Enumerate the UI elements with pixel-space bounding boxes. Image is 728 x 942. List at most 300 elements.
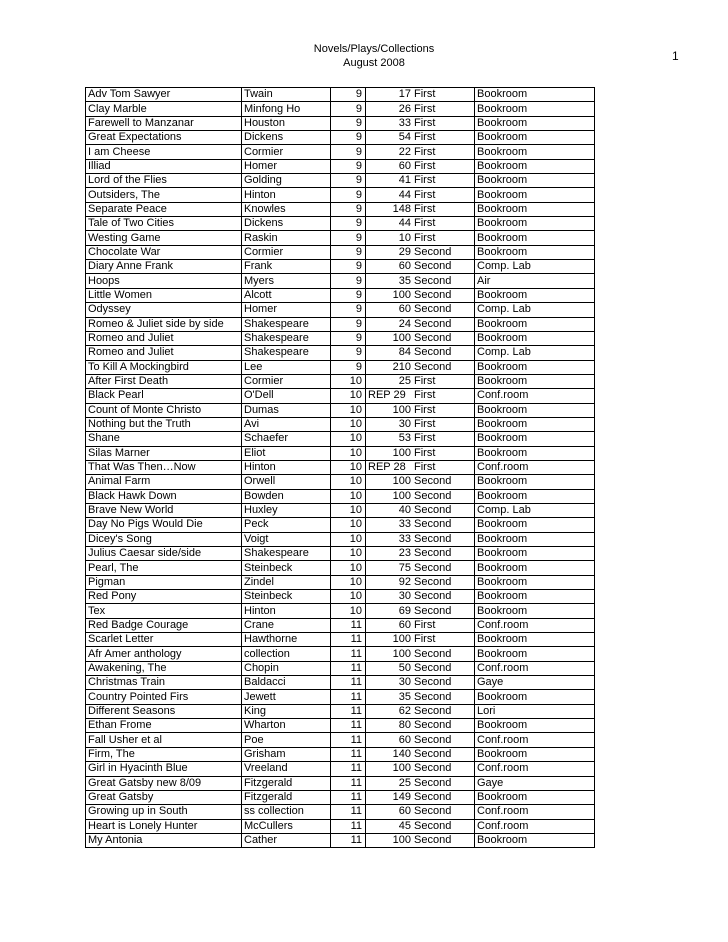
table-row [86, 389, 595, 403]
quantity-cell: 62 [366, 704, 413, 718]
semester-cell: Second [414, 819, 452, 832]
grade-cell: 10 [331, 532, 366, 546]
grade-cell: 9 [331, 303, 366, 317]
table-row [86, 317, 595, 331]
semester-cell: First [414, 389, 436, 402]
title-cell: Clay Marble [88, 102, 147, 115]
semester-cell: Second [414, 303, 452, 316]
table-row [86, 260, 595, 274]
inventory-rows [86, 88, 595, 848]
title-cell: Black Hawk Down [88, 489, 177, 502]
quantity-cell: 30 [366, 590, 413, 604]
semester-cell: Second [414, 288, 452, 301]
location-cell: Bookroom [475, 174, 595, 188]
location-cell: Bookroom [475, 446, 595, 460]
grade-cell: 11 [331, 819, 366, 833]
semester-cell: Second [414, 317, 452, 330]
quantity-cell: 60 [366, 733, 413, 747]
quantity-cell: 60 [366, 618, 413, 632]
table-row [86, 676, 595, 690]
author-cell: Golding [242, 174, 331, 188]
author-cell: Crane [242, 618, 331, 632]
grade-cell: 10 [331, 575, 366, 589]
location-cell: Comp. Lab [475, 260, 595, 274]
author-cell: Shakespeare [242, 331, 331, 345]
table-row [86, 217, 595, 231]
author-cell: Fitzgerald [242, 776, 331, 790]
table-row [86, 131, 595, 145]
title-cell: Red Badge Courage [88, 618, 189, 631]
grade-cell: 11 [331, 790, 366, 804]
grade-cell: 11 [331, 719, 366, 733]
author-cell: Steinbeck [242, 561, 331, 575]
location-cell: Bookroom [475, 202, 595, 216]
grade-cell: 9 [331, 131, 366, 145]
location-cell: Bookroom [475, 432, 595, 446]
title-cell: Hoops [88, 274, 120, 287]
table-row [86, 704, 595, 718]
semester-cell: Second [414, 561, 452, 574]
table-row [86, 819, 595, 833]
semester-cell: First [414, 231, 436, 244]
semester-cell: Second [414, 690, 452, 703]
table-row [86, 231, 595, 245]
location-cell: Bookroom [475, 647, 595, 661]
location-cell: Bookroom [475, 747, 595, 761]
table-row [86, 618, 595, 632]
semester-cell: First [414, 174, 436, 187]
semester-cell: First [414, 116, 436, 129]
author-cell: Cormier [242, 245, 331, 259]
location-cell: Bookroom [475, 188, 595, 202]
author-cell: Schaefer [242, 432, 331, 446]
quantity-cell: 23 [366, 547, 413, 561]
location-cell: Bookroom [475, 561, 595, 575]
author-cell: Avi [242, 417, 331, 431]
quantity-cell: 29 [366, 245, 413, 259]
location-cell: Bookroom [475, 231, 595, 245]
author-cell: ss collection [242, 805, 331, 819]
grade-cell: 10 [331, 489, 366, 503]
location-cell: Bookroom [475, 475, 595, 489]
table-row [86, 776, 595, 790]
semester-cell: First [414, 375, 436, 388]
title-cell: My Antonia [88, 834, 143, 847]
author-cell: Steinbeck [242, 590, 331, 604]
title-cell: Scarlet Letter [88, 633, 154, 646]
table-row [86, 762, 595, 776]
table-row [86, 661, 595, 675]
quantity-cell: 50 [366, 661, 413, 675]
location-cell: Bookroom [475, 833, 595, 847]
location-cell: Conf.room [475, 805, 595, 819]
title-cell: I am Cheese [88, 145, 151, 158]
semester-cell: First [414, 131, 436, 144]
location-cell: Bookroom [475, 245, 595, 259]
inventory-table [85, 87, 595, 848]
location-cell: Conf.room [475, 661, 595, 675]
author-cell: Hinton [242, 460, 331, 474]
semester-cell: First [414, 418, 436, 431]
author-cell: Homer [242, 303, 331, 317]
title-cell: Day No Pigs Would Die [88, 518, 203, 531]
title-cell: Count of Monte Christo [88, 403, 202, 416]
semester-cell: First [414, 633, 436, 646]
quantity-cell: 26 [366, 102, 413, 116]
semester-cell: Second [414, 676, 452, 689]
location-cell: Gaye [475, 676, 595, 690]
grade-cell: 10 [331, 561, 366, 575]
author-cell: Frank [242, 260, 331, 274]
table-row [86, 647, 595, 661]
quantity-cell: 149 [366, 790, 413, 804]
grade-cell: 9 [331, 188, 366, 202]
grade-cell: 9 [331, 231, 366, 245]
title-cell: After First Death [88, 375, 169, 388]
author-cell: Fitzgerald [242, 790, 331, 804]
table-row [86, 604, 595, 618]
semester-cell: First [414, 102, 436, 115]
title-cell: Lord of the Flies [88, 174, 167, 187]
author-cell: Grisham [242, 747, 331, 761]
semester-cell: Second [414, 762, 452, 775]
location-cell: Conf.room [475, 819, 595, 833]
quantity-cell: 100 [366, 475, 413, 489]
title-cell: Great Gatsby [88, 791, 154, 804]
author-cell: Huxley [242, 503, 331, 517]
quantity-cell: 35 [366, 690, 413, 704]
quantity-cell: 100 [366, 288, 413, 302]
grade-cell: 9 [331, 116, 366, 130]
semester-cell: First [414, 145, 436, 158]
title-cell: Great Gatsby new 8/09 [88, 776, 202, 789]
table-row [86, 188, 595, 202]
quantity-cell: 100 [366, 633, 413, 647]
location-cell: Conf.room [475, 460, 595, 474]
location-cell: Bookroom [475, 159, 595, 173]
location-cell: Comp. Lab [475, 303, 595, 317]
author-cell: McCullers [242, 819, 331, 833]
quantity-cell: 30 [366, 676, 413, 690]
table-row [86, 360, 595, 374]
table-row [86, 102, 595, 116]
title-cell: Red Pony [88, 590, 137, 603]
title-cell: Tex [88, 604, 106, 617]
location-cell: Comp. Lab [475, 346, 595, 360]
title-cell: To Kill A Mockingbird [88, 360, 189, 373]
location-cell: Bookroom [475, 604, 595, 618]
location-cell: Bookroom [475, 116, 595, 130]
table-row [86, 518, 595, 532]
grade-cell: 11 [331, 776, 366, 790]
author-cell: Cather [242, 833, 331, 847]
location-cell: Conf.room [475, 389, 595, 403]
author-cell: Poe [242, 733, 331, 747]
grade-cell: 9 [331, 331, 366, 345]
semester-cell: Second [414, 547, 452, 560]
location-cell: Bookroom [475, 590, 595, 604]
author-cell: Hinton [242, 188, 331, 202]
quantity-cell: 80 [366, 719, 413, 733]
title-cell: Girl in Hyacinth Blue [88, 762, 188, 775]
grade-cell: 11 [331, 762, 366, 776]
table-row [86, 446, 595, 460]
author-cell: Zindel [242, 575, 331, 589]
location-cell: Bookroom [475, 633, 595, 647]
location-cell: Bookroom [475, 102, 595, 116]
semester-cell: First [414, 88, 436, 101]
quantity-cell: 100 [366, 489, 413, 503]
table-row [86, 475, 595, 489]
location-cell: Bookroom [475, 317, 595, 331]
title-cell: Romeo and Juliet [88, 332, 174, 345]
semester-cell: Second [414, 504, 452, 517]
location-cell: Conf.room [475, 618, 595, 632]
grade-cell: 10 [331, 403, 366, 417]
grade-cell: 11 [331, 733, 366, 747]
grade-cell: 9 [331, 217, 366, 231]
table-row [86, 174, 595, 188]
quantity-cell: 25 [366, 374, 413, 388]
quantity-cell: 140 [366, 747, 413, 761]
title-cell: Adv Tom Sawyer [88, 88, 171, 101]
quantity-cell: 44 [366, 217, 413, 231]
title-cell: Nothing but the Truth [88, 418, 191, 431]
quantity-cell: 45 [366, 819, 413, 833]
table-row [86, 303, 595, 317]
grade-cell: 9 [331, 317, 366, 331]
title-cell: Christmas Train [88, 676, 166, 689]
title-cell: Heart is Lonely Hunter [88, 819, 198, 832]
grade-cell: 9 [331, 346, 366, 360]
document-title: Novels/Plays/Collections [313, 43, 435, 55]
table-row [86, 503, 595, 517]
quantity-cell: 100 [366, 762, 413, 776]
quantity-cell: 100 [366, 446, 413, 460]
author-cell: Raskin [242, 231, 331, 245]
grade-cell: 9 [331, 102, 366, 116]
title-cell: Ethan Frome [88, 719, 152, 732]
table-row [86, 331, 595, 345]
title-cell: Firm, The [88, 747, 135, 760]
quantity-cell: 84 [366, 346, 413, 360]
semester-cell: Second [414, 647, 452, 660]
grade-cell: 9 [331, 288, 366, 302]
author-cell: Cormier [242, 374, 331, 388]
quantity-cell: 60 [366, 159, 413, 173]
grade-cell: 9 [331, 159, 366, 173]
grade-cell: 9 [331, 88, 366, 102]
location-cell: Bookroom [475, 719, 595, 733]
table-row [86, 575, 595, 589]
grade-cell: 10 [331, 590, 366, 604]
location-cell: Bookroom [475, 518, 595, 532]
quantity-cell: 210 [366, 360, 413, 374]
location-cell: Gaye [475, 776, 595, 790]
grade-cell: 9 [331, 145, 366, 159]
title-cell: Black Pearl [88, 389, 144, 402]
semester-cell: Second [414, 747, 452, 760]
table-row [86, 719, 595, 733]
quantity-cell: 60 [366, 260, 413, 274]
title-cell: Animal Farm [88, 475, 151, 488]
grade-cell: 9 [331, 245, 366, 259]
grade-cell: 10 [331, 547, 366, 561]
title-cell: Romeo and Juliet [88, 346, 174, 359]
grade-cell: 11 [331, 633, 366, 647]
page-number: 1 [672, 49, 679, 63]
author-cell: Dumas [242, 403, 331, 417]
author-cell: Knowles [242, 202, 331, 216]
quantity-cell: 30 [366, 417, 413, 431]
author-cell: Minfong Ho [242, 102, 331, 116]
quantity-cell: 100 [366, 331, 413, 345]
table-row [86, 145, 595, 159]
grade-cell: 10 [331, 460, 366, 474]
author-cell: Shakespeare [242, 346, 331, 360]
table-row [86, 547, 595, 561]
author-cell: Alcott [242, 288, 331, 302]
location-cell: Bookroom [475, 489, 595, 503]
semester-cell: First [414, 432, 436, 445]
author-cell: Eliot [242, 446, 331, 460]
title-cell: Separate Peace [88, 202, 167, 215]
quantity-cell: 53 [366, 432, 413, 446]
author-cell: Dickens [242, 131, 331, 145]
semester-cell: Second [414, 332, 452, 345]
title-cell: Growing up in South [88, 805, 188, 818]
semester-cell: Second [414, 346, 452, 359]
semester-cell: Second [414, 489, 452, 502]
author-cell: Bowden [242, 489, 331, 503]
table-row [86, 374, 595, 388]
quantity-cell: 54 [366, 131, 413, 145]
quantity-cell: 41 [366, 174, 413, 188]
author-cell: Hinton [242, 604, 331, 618]
semester-cell: Second [414, 274, 452, 287]
semester-cell: Second [414, 245, 452, 258]
semester-cell: Second [414, 475, 452, 488]
title-cell: Brave New World [88, 504, 174, 517]
author-cell: Wharton [242, 719, 331, 733]
author-cell: Twain [242, 88, 331, 102]
author-cell: O'Dell [242, 389, 331, 403]
quantity-cell: 44 [366, 188, 413, 202]
title-cell: Odyssey [88, 303, 131, 316]
grade-cell: 10 [331, 503, 366, 517]
title-cell: Romeo & Juliet side by side [88, 317, 224, 330]
grade-cell: 10 [331, 518, 366, 532]
author-cell: Houston [242, 116, 331, 130]
table-row [86, 690, 595, 704]
title-cell: Diary Anne Frank [88, 260, 173, 273]
author-cell: Cormier [242, 145, 331, 159]
title-cell: Illiad [88, 159, 111, 172]
title-cell: Dicey's Song [88, 532, 152, 545]
author-cell: Chopin [242, 661, 331, 675]
table-row [86, 561, 595, 575]
title-cell: That Was Then…Now [88, 461, 196, 474]
table-row [86, 432, 595, 446]
semester-cell: Second [414, 719, 452, 732]
location-cell: Bookroom [475, 532, 595, 546]
semester-cell: First [414, 403, 436, 416]
table-row [86, 747, 595, 761]
author-cell: Voigt [242, 532, 331, 546]
table-row [86, 460, 595, 474]
grade-cell: 9 [331, 274, 366, 288]
grade-cell: 9 [331, 260, 366, 274]
semester-cell: Second [414, 733, 452, 746]
location-cell: Conf.room [475, 733, 595, 747]
location-cell: Bookroom [475, 374, 595, 388]
table-row [86, 489, 595, 503]
author-cell: Shakespeare [242, 317, 331, 331]
table-row [86, 274, 595, 288]
grade-cell: 10 [331, 446, 366, 460]
title-cell: Chocolate War [88, 245, 161, 258]
table-row [86, 403, 595, 417]
table-row [86, 532, 595, 546]
author-cell: Hawthorne [242, 633, 331, 647]
title-cell: Pigman [88, 575, 126, 588]
semester-cell: First [414, 461, 436, 474]
quantity-cell: 40 [366, 503, 413, 517]
author-cell: Shakespeare [242, 547, 331, 561]
table-row [86, 733, 595, 747]
quantity-cell: REP 28 [366, 460, 413, 474]
grade-cell: 11 [331, 747, 366, 761]
semester-cell: Second [414, 575, 452, 588]
grade-cell: 11 [331, 690, 366, 704]
location-cell: Bookroom [475, 575, 595, 589]
grade-cell: 11 [331, 618, 366, 632]
quantity-cell: 60 [366, 805, 413, 819]
semester-cell: First [414, 202, 436, 215]
semester-cell: First [414, 159, 436, 172]
grade-cell: 9 [331, 360, 366, 374]
table-row [86, 245, 595, 259]
quantity-cell: 35 [366, 274, 413, 288]
grade-cell: 11 [331, 833, 366, 847]
grade-cell: 11 [331, 661, 366, 675]
table-row [86, 790, 595, 804]
title-cell: Little Women [88, 288, 152, 301]
semester-cell: First [414, 618, 436, 631]
quantity-cell: 75 [366, 561, 413, 575]
title-cell: Country Pointed Firs [88, 690, 189, 703]
location-cell: Bookroom [475, 417, 595, 431]
author-cell: collection [242, 647, 331, 661]
semester-cell: Second [414, 518, 452, 531]
title-cell: Westing Game [88, 231, 161, 244]
title-cell: Shane [88, 432, 120, 445]
document-date: August 2008 [343, 57, 405, 69]
grade-cell: 10 [331, 389, 366, 403]
location-cell: Bookroom [475, 288, 595, 302]
semester-cell: Second [414, 834, 452, 847]
grade-cell: 11 [331, 805, 366, 819]
title-cell: Pearl, The [88, 561, 139, 574]
table-row [86, 417, 595, 431]
semester-cell: Second [414, 260, 452, 273]
location-cell: Bookroom [475, 690, 595, 704]
table-row [86, 159, 595, 173]
location-cell: Bookroom [475, 403, 595, 417]
quantity-cell: REP 29 [366, 389, 413, 403]
quantity-cell: 33 [366, 532, 413, 546]
author-cell: Dickens [242, 217, 331, 231]
